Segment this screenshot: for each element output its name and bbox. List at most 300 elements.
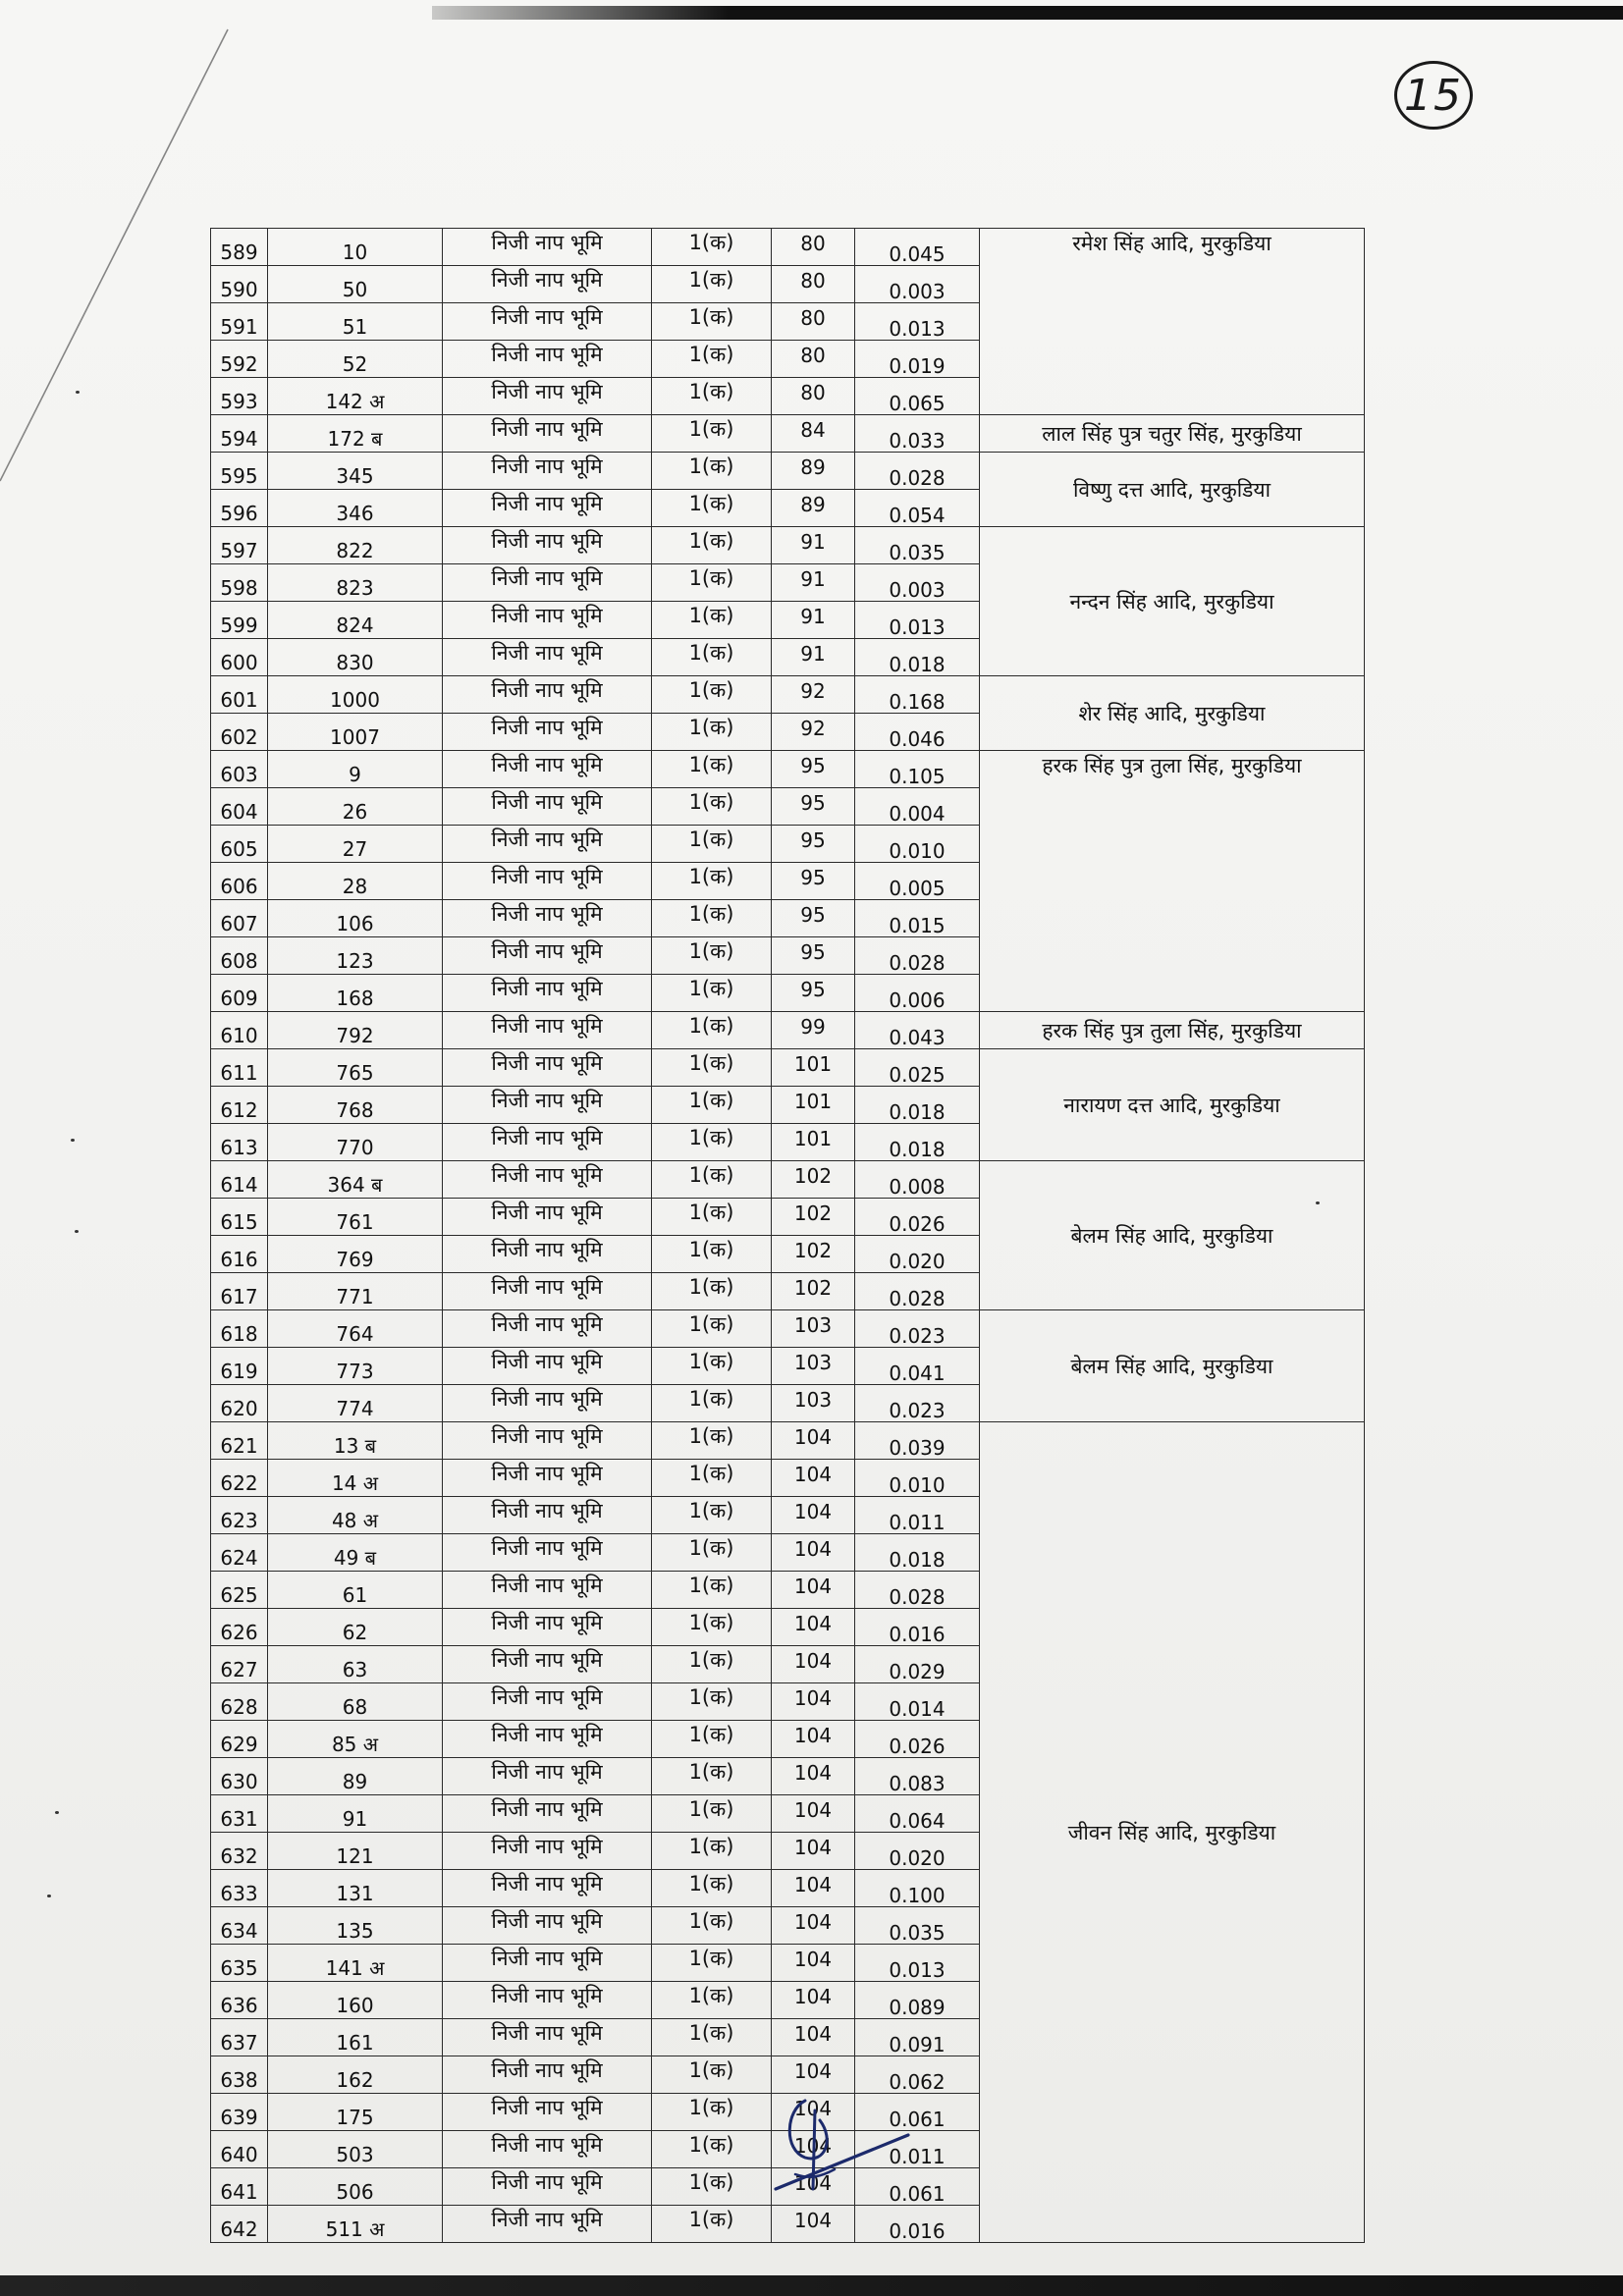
khata-number-cell: 91 xyxy=(772,564,855,602)
area-cell: 0.016 xyxy=(855,1609,980,1646)
land-class-cell: 1(क) xyxy=(652,714,772,751)
area-cell: 0.045 xyxy=(855,229,980,266)
serial-number-cell: 604 xyxy=(211,788,268,826)
khasra-number-cell: 765 xyxy=(268,1049,443,1087)
land-type-cell: निजी नाप भूमि xyxy=(443,1572,652,1609)
land-class-cell: 1(क) xyxy=(652,303,772,341)
khata-number-cell: 91 xyxy=(772,602,855,639)
land-class-cell: 1(क) xyxy=(652,341,772,378)
serial-number-cell: 637 xyxy=(211,2019,268,2056)
khata-number-cell: 104 xyxy=(772,1870,855,1907)
area-cell: 0.011 xyxy=(855,2131,980,2168)
land-type-cell: निजी नाप भूमि xyxy=(443,1087,652,1124)
land-class-cell: 1(क) xyxy=(652,1049,772,1087)
area-cell: 0.062 xyxy=(855,2056,980,2094)
area-cell: 0.014 xyxy=(855,1683,980,1721)
serial-number-cell: 593 xyxy=(211,378,268,415)
khasra-number-cell: 345 xyxy=(268,453,443,490)
table-row xyxy=(211,751,1365,788)
serial-number-cell: 619 xyxy=(211,1348,268,1385)
table-row xyxy=(211,527,1365,564)
khata-number-cell: 104 xyxy=(772,2131,855,2168)
land-type-cell: निजी नाप भूमि xyxy=(443,564,652,602)
khata-number-cell: 104 xyxy=(772,1422,855,1460)
land-class-cell: 1(क) xyxy=(652,453,772,490)
khata-number-cell: 104 xyxy=(772,1497,855,1534)
land-type-cell: निजी नाप भूमि xyxy=(443,303,652,341)
owner-name-cell: बेलम सिंह आदि, मुरकुडिया xyxy=(980,1310,1365,1422)
khata-number-cell: 104 xyxy=(772,2019,855,2056)
serial-number-cell: 640 xyxy=(211,2131,268,2168)
land-class-cell: 1(क) xyxy=(652,1945,772,1982)
land-class-cell: 1(क) xyxy=(652,415,772,453)
khata-number-cell: 103 xyxy=(772,1310,855,1348)
land-records-table xyxy=(210,228,1365,2243)
land-type-cell: निजी नाप भूमि xyxy=(443,490,652,527)
serial-number-cell: 607 xyxy=(211,900,268,937)
area-cell: 0.010 xyxy=(855,1460,980,1497)
area-cell: 0.065 xyxy=(855,378,980,415)
area-cell: 0.083 xyxy=(855,1758,980,1795)
khasra-number-cell: 52 xyxy=(268,341,443,378)
area-cell: 0.016 xyxy=(855,2206,980,2243)
land-type-cell: निजी नाप भूमि xyxy=(443,2168,652,2206)
area-cell: 0.023 xyxy=(855,1310,980,1348)
land-records-body xyxy=(211,229,1365,2243)
land-class-cell: 1(क) xyxy=(652,1161,772,1199)
land-type-cell: निजी नाप भूमि xyxy=(443,863,652,900)
table-row xyxy=(211,1310,1365,1348)
khasra-number-cell: 364 ब xyxy=(268,1161,443,1199)
land-class-cell: 1(क) xyxy=(652,639,772,676)
serial-number-cell: 634 xyxy=(211,1907,268,1945)
khasra-number-cell: 162 xyxy=(268,2056,443,2094)
area-cell: 0.054 xyxy=(855,490,980,527)
serial-number-cell: 602 xyxy=(211,714,268,751)
khata-number-cell: 84 xyxy=(772,415,855,453)
khata-number-cell: 104 xyxy=(772,1758,855,1795)
land-type-cell: निजी नाप भूमि xyxy=(443,602,652,639)
khasra-number-cell: 48 अ xyxy=(268,1497,443,1534)
khasra-number-cell: 89 xyxy=(268,1758,443,1795)
area-cell: 0.018 xyxy=(855,1534,980,1572)
area-cell: 0.004 xyxy=(855,788,980,826)
land-class-cell: 1(क) xyxy=(652,1385,772,1422)
area-cell: 0.013 xyxy=(855,303,980,341)
area-cell: 0.026 xyxy=(855,1721,980,1758)
area-cell: 0.039 xyxy=(855,1422,980,1460)
khasra-number-cell: 346 xyxy=(268,490,443,527)
land-class-cell: 1(क) xyxy=(652,826,772,863)
land-class-cell: 1(क) xyxy=(652,1422,772,1460)
area-cell: 0.018 xyxy=(855,1087,980,1124)
area-cell: 0.033 xyxy=(855,415,980,453)
khata-number-cell: 102 xyxy=(772,1161,855,1199)
serial-number-cell: 620 xyxy=(211,1385,268,1422)
khata-number-cell: 103 xyxy=(772,1348,855,1385)
land-class-cell: 1(क) xyxy=(652,1982,772,2019)
khata-number-cell: 104 xyxy=(772,2206,855,2243)
area-cell: 0.011 xyxy=(855,1497,980,1534)
land-type-cell: निजी नाप भूमि xyxy=(443,639,652,676)
scan-speck xyxy=(47,1895,51,1897)
land-type-cell: निजी नाप भूमि xyxy=(443,1161,652,1199)
khata-number-cell: 101 xyxy=(772,1124,855,1161)
serial-number-cell: 636 xyxy=(211,1982,268,2019)
area-cell: 0.003 xyxy=(855,564,980,602)
land-class-cell: 1(क) xyxy=(652,937,772,975)
khata-number-cell: 104 xyxy=(772,1721,855,1758)
khata-number-cell: 104 xyxy=(772,1982,855,2019)
area-cell: 0.105 xyxy=(855,751,980,788)
land-type-cell: निजी नाप भूमि xyxy=(443,975,652,1012)
khasra-number-cell: 62 xyxy=(268,1609,443,1646)
area-cell: 0.043 xyxy=(855,1012,980,1049)
land-type-cell: निजी नाप भूमि xyxy=(443,1870,652,1907)
scan-edge-bottom xyxy=(0,2275,1623,2296)
land-class-cell: 1(क) xyxy=(652,863,772,900)
khasra-number-cell: 511 अ xyxy=(268,2206,443,2243)
area-cell: 0.023 xyxy=(855,1385,980,1422)
serial-number-cell: 592 xyxy=(211,341,268,378)
khasra-number-cell: 761 xyxy=(268,1199,443,1236)
land-class-cell: 1(क) xyxy=(652,1833,772,1870)
serial-number-cell: 617 xyxy=(211,1273,268,1310)
land-class-cell: 1(क) xyxy=(652,490,772,527)
khasra-number-cell: 68 xyxy=(268,1683,443,1721)
khata-number-cell: 104 xyxy=(772,1534,855,1572)
land-class-cell: 1(क) xyxy=(652,1609,772,1646)
khasra-number-cell: 135 xyxy=(268,1907,443,1945)
area-cell: 0.020 xyxy=(855,1833,980,1870)
land-class-cell: 1(क) xyxy=(652,2168,772,2206)
khasra-number-cell: 141 अ xyxy=(268,1945,443,1982)
serial-number-cell: 625 xyxy=(211,1572,268,1609)
area-cell: 0.091 xyxy=(855,2019,980,2056)
khata-number-cell: 95 xyxy=(772,788,855,826)
khata-number-cell: 95 xyxy=(772,975,855,1012)
land-class-cell: 1(क) xyxy=(652,1758,772,1795)
land-class-cell: 1(क) xyxy=(652,1460,772,1497)
land-class-cell: 1(क) xyxy=(652,2206,772,2243)
khasra-number-cell: 142 अ xyxy=(268,378,443,415)
land-class-cell: 1(क) xyxy=(652,788,772,826)
khata-number-cell: 91 xyxy=(772,639,855,676)
land-class-cell: 1(क) xyxy=(652,1907,772,1945)
area-cell: 0.018 xyxy=(855,639,980,676)
khata-number-cell: 89 xyxy=(772,453,855,490)
owner-name-cell: नन्दन सिंह आदि, मुरकुडिया xyxy=(980,527,1365,676)
khasra-number-cell: 26 xyxy=(268,788,443,826)
khata-number-cell: 104 xyxy=(772,1460,855,1497)
area-cell: 0.015 xyxy=(855,900,980,937)
khata-number-cell: 80 xyxy=(772,266,855,303)
khasra-number-cell: 771 xyxy=(268,1273,443,1310)
khasra-number-cell: 61 xyxy=(268,1572,443,1609)
land-type-cell: निजी नाप भूमि xyxy=(443,1721,652,1758)
khasra-number-cell: 161 xyxy=(268,2019,443,2056)
khasra-number-cell: 13 ब xyxy=(268,1422,443,1460)
khata-number-cell: 104 xyxy=(772,1683,855,1721)
khata-number-cell: 104 xyxy=(772,1609,855,1646)
area-cell: 0.046 xyxy=(855,714,980,751)
land-type-cell: निजी नाप भूमि xyxy=(443,1945,652,1982)
land-type-cell: निजी नाप भूमि xyxy=(443,1907,652,1945)
land-type-cell: निजी नाप भूमि xyxy=(443,1348,652,1385)
land-type-cell: निजी नाप भूमि xyxy=(443,1534,652,1572)
serial-number-cell: 608 xyxy=(211,937,268,975)
area-cell: 0.035 xyxy=(855,527,980,564)
khata-number-cell: 95 xyxy=(772,826,855,863)
khasra-number-cell: 172 ब xyxy=(268,415,443,453)
serial-number-cell: 609 xyxy=(211,975,268,1012)
khasra-number-cell: 1007 xyxy=(268,714,443,751)
land-type-cell: निजी नाप भूमि xyxy=(443,2056,652,2094)
serial-number-cell: 633 xyxy=(211,1870,268,1907)
serial-number-cell: 615 xyxy=(211,1199,268,1236)
khasra-number-cell: 131 xyxy=(268,1870,443,1907)
owner-name-cell: रमेश सिंह आदि, मुरकुडिया xyxy=(980,229,1365,415)
khasra-number-cell: 774 xyxy=(268,1385,443,1422)
khasra-number-cell: 1000 xyxy=(268,676,443,714)
land-type-cell: निजी नाप भूमि xyxy=(443,937,652,975)
table-row xyxy=(211,229,1365,266)
land-class-cell: 1(क) xyxy=(652,900,772,937)
land-type-cell: निजी नाप भूमि xyxy=(443,2206,652,2243)
khata-number-cell: 102 xyxy=(772,1236,855,1273)
land-type-cell: निजी नाप भूमि xyxy=(443,1460,652,1497)
land-type-cell: निजी नाप भूमि xyxy=(443,341,652,378)
serial-number-cell: 622 xyxy=(211,1460,268,1497)
khasra-number-cell: 792 xyxy=(268,1012,443,1049)
land-type-cell: निजी नाप भूमि xyxy=(443,527,652,564)
khata-number-cell: 95 xyxy=(772,863,855,900)
land-type-cell: निजी नाप भूमि xyxy=(443,1795,652,1833)
serial-number-cell: 596 xyxy=(211,490,268,527)
area-cell: 0.018 xyxy=(855,1124,980,1161)
khata-number-cell: 80 xyxy=(772,378,855,415)
area-cell: 0.025 xyxy=(855,1049,980,1087)
owner-name-cell: नारायण दत्त आदि, मुरकुडिया xyxy=(980,1049,1365,1161)
serial-number-cell: 591 xyxy=(211,303,268,341)
area-cell: 0.020 xyxy=(855,1236,980,1273)
khata-number-cell: 102 xyxy=(772,1199,855,1236)
page-number-stamp xyxy=(1394,61,1473,130)
khasra-number-cell: 160 xyxy=(268,1982,443,2019)
khasra-number-cell: 830 xyxy=(268,639,443,676)
land-type-cell: निजी नाप भूमि xyxy=(443,1199,652,1236)
land-type-cell: निजी नाप भूमि xyxy=(443,826,652,863)
area-cell: 0.008 xyxy=(855,1161,980,1199)
khata-number-cell: 92 xyxy=(772,676,855,714)
land-class-cell: 1(क) xyxy=(652,1795,772,1833)
serial-number-cell: 605 xyxy=(211,826,268,863)
table-row xyxy=(211,453,1365,490)
land-type-cell: निजी नाप भूमि xyxy=(443,415,652,453)
land-class-cell: 1(क) xyxy=(652,229,772,266)
table-row xyxy=(211,1422,1365,1460)
khata-number-cell: 102 xyxy=(772,1273,855,1310)
serial-number-cell: 594 xyxy=(211,415,268,453)
khasra-number-cell: 28 xyxy=(268,863,443,900)
land-class-cell: 1(क) xyxy=(652,1348,772,1385)
khasra-number-cell: 123 xyxy=(268,937,443,975)
serial-number-cell: 641 xyxy=(211,2168,268,2206)
land-class-cell: 1(क) xyxy=(652,1646,772,1683)
area-cell: 0.010 xyxy=(855,826,980,863)
khasra-number-cell: 106 xyxy=(268,900,443,937)
khasra-number-cell: 770 xyxy=(268,1124,443,1161)
table-row xyxy=(211,1049,1365,1087)
khata-number-cell: 80 xyxy=(772,229,855,266)
khasra-number-cell: 14 अ xyxy=(268,1460,443,1497)
land-type-cell: निजी नाप भूमि xyxy=(443,788,652,826)
serial-number-cell: 597 xyxy=(211,527,268,564)
serial-number-cell: 632 xyxy=(211,1833,268,1870)
land-class-cell: 1(क) xyxy=(652,676,772,714)
khata-number-cell: 95 xyxy=(772,937,855,975)
serial-number-cell: 627 xyxy=(211,1646,268,1683)
khasra-number-cell: 769 xyxy=(268,1236,443,1273)
khata-number-cell: 80 xyxy=(772,303,855,341)
land-class-cell: 1(क) xyxy=(652,1273,772,1310)
area-cell: 0.028 xyxy=(855,453,980,490)
scan-speck xyxy=(1316,1201,1320,1204)
land-type-cell: निजी नाप भूमि xyxy=(443,1124,652,1161)
scan-speck xyxy=(75,1230,79,1233)
serial-number-cell: 598 xyxy=(211,564,268,602)
area-cell: 0.003 xyxy=(855,266,980,303)
signature-mark xyxy=(766,2081,923,2209)
land-type-cell: निजी नाप भूमि xyxy=(443,714,652,751)
land-type-cell: निजी नाप भूमि xyxy=(443,1758,652,1795)
serial-number-cell: 642 xyxy=(211,2206,268,2243)
land-type-cell: निजी नाप भूमि xyxy=(443,1497,652,1534)
owner-name-cell: शेर सिंह आदि, मुरकुडिया xyxy=(980,676,1365,751)
serial-number-cell: 610 xyxy=(211,1012,268,1049)
area-cell: 0.029 xyxy=(855,1646,980,1683)
serial-number-cell: 601 xyxy=(211,676,268,714)
khasra-number-cell: 9 xyxy=(268,751,443,788)
owner-name-cell: लाल सिंह पुत्र चतुर सिंह, मुरकुडिया xyxy=(980,415,1365,453)
area-cell: 0.041 xyxy=(855,1348,980,1385)
serial-number-cell: 628 xyxy=(211,1683,268,1721)
khasra-number-cell: 773 xyxy=(268,1348,443,1385)
scan-speck xyxy=(55,1811,59,1814)
land-class-cell: 1(क) xyxy=(652,564,772,602)
khasra-number-cell: 503 xyxy=(268,2131,443,2168)
land-type-cell: निजी नाप भूमि xyxy=(443,751,652,788)
scan-speck xyxy=(76,391,80,394)
serial-number-cell: 624 xyxy=(211,1534,268,1572)
table-row xyxy=(211,1161,1365,1199)
table-row xyxy=(211,1012,1365,1049)
khasra-number-cell: 823 xyxy=(268,564,443,602)
area-cell: 0.013 xyxy=(855,602,980,639)
land-type-cell: निजी नाप भूमि xyxy=(443,1310,652,1348)
khasra-number-cell: 10 xyxy=(268,229,443,266)
khata-number-cell: 104 xyxy=(772,2168,855,2206)
land-class-cell: 1(क) xyxy=(652,1534,772,1572)
khata-number-cell: 104 xyxy=(772,1646,855,1683)
serial-number-cell: 589 xyxy=(211,229,268,266)
serial-number-cell: 639 xyxy=(211,2094,268,2131)
khata-number-cell: 104 xyxy=(772,2056,855,2094)
land-type-cell: निजी नाप भूमि xyxy=(443,1833,652,1870)
khasra-number-cell: 768 xyxy=(268,1087,443,1124)
serial-number-cell: 612 xyxy=(211,1087,268,1124)
serial-number-cell: 623 xyxy=(211,1497,268,1534)
serial-number-cell: 618 xyxy=(211,1310,268,1348)
land-type-cell: निजी नाप भूमि xyxy=(443,900,652,937)
area-cell: 0.064 xyxy=(855,1795,980,1833)
khata-number-cell: 91 xyxy=(772,527,855,564)
land-type-cell: निजी नाप भूमि xyxy=(443,1982,652,2019)
serial-number-cell: 638 xyxy=(211,2056,268,2094)
area-cell: 0.028 xyxy=(855,1273,980,1310)
land-type-cell: निजी नाप भूमि xyxy=(443,1683,652,1721)
land-class-cell: 1(क) xyxy=(652,1572,772,1609)
owner-name-cell: विष्णु दत्त आदि, मुरकुडिया xyxy=(980,453,1365,527)
khata-number-cell: 104 xyxy=(772,1945,855,1982)
land-class-cell: 1(क) xyxy=(652,1497,772,1534)
serial-number-cell: 631 xyxy=(211,1795,268,1833)
khasra-number-cell: 121 xyxy=(268,1833,443,1870)
land-class-cell: 1(क) xyxy=(652,751,772,788)
khasra-number-cell: 175 xyxy=(268,2094,443,2131)
owner-name-cell: हरक सिंह पुत्र तुला सिंह, मुरकुडिया xyxy=(980,1012,1365,1049)
serial-number-cell: 613 xyxy=(211,1124,268,1161)
khata-number-cell: 104 xyxy=(772,1833,855,1870)
land-class-cell: 1(क) xyxy=(652,1087,772,1124)
owner-name-cell: हरक सिंह पुत्र तुला सिंह, मुरकुडिया xyxy=(980,751,1365,1012)
scan-speck xyxy=(71,1139,75,1142)
area-cell: 0.028 xyxy=(855,937,980,975)
land-class-cell: 1(क) xyxy=(652,2131,772,2168)
khata-number-cell: 104 xyxy=(772,2094,855,2131)
area-cell: 0.168 xyxy=(855,676,980,714)
khasra-number-cell: 824 xyxy=(268,602,443,639)
khasra-number-cell: 50 xyxy=(268,266,443,303)
land-type-cell: निजी नाप भूमि xyxy=(443,1236,652,1273)
page-number-text: 15 xyxy=(1404,70,1463,121)
land-class-cell: 1(क) xyxy=(652,1236,772,1273)
khasra-number-cell: 27 xyxy=(268,826,443,863)
land-class-cell: 1(क) xyxy=(652,378,772,415)
serial-number-cell: 599 xyxy=(211,602,268,639)
khata-number-cell: 89 xyxy=(772,490,855,527)
khasra-number-cell: 91 xyxy=(268,1795,443,1833)
khata-number-cell: 92 xyxy=(772,714,855,751)
khasra-number-cell: 63 xyxy=(268,1646,443,1683)
khata-number-cell: 80 xyxy=(772,341,855,378)
land-class-cell: 1(क) xyxy=(652,266,772,303)
land-type-cell: निजी नाप भूमि xyxy=(443,378,652,415)
area-cell: 0.061 xyxy=(855,2168,980,2206)
land-type-cell: निजी नाप भूमि xyxy=(443,2019,652,2056)
land-type-cell: निजी नाप भूमि xyxy=(443,1385,652,1422)
owner-name-cell: बेलम सिंह आदि, मुरकुडिया xyxy=(980,1161,1365,1310)
serial-number-cell: 611 xyxy=(211,1049,268,1087)
khasra-number-cell: 49 ब xyxy=(268,1534,443,1572)
land-type-cell: निजी नाप भूमि xyxy=(443,1422,652,1460)
land-class-cell: 1(क) xyxy=(652,2056,772,2094)
khasra-number-cell: 51 xyxy=(268,303,443,341)
land-class-cell: 1(क) xyxy=(652,2019,772,2056)
land-type-cell: निजी नाप भूमि xyxy=(443,1012,652,1049)
area-cell: 0.035 xyxy=(855,1907,980,1945)
khasra-number-cell: 764 xyxy=(268,1310,443,1348)
